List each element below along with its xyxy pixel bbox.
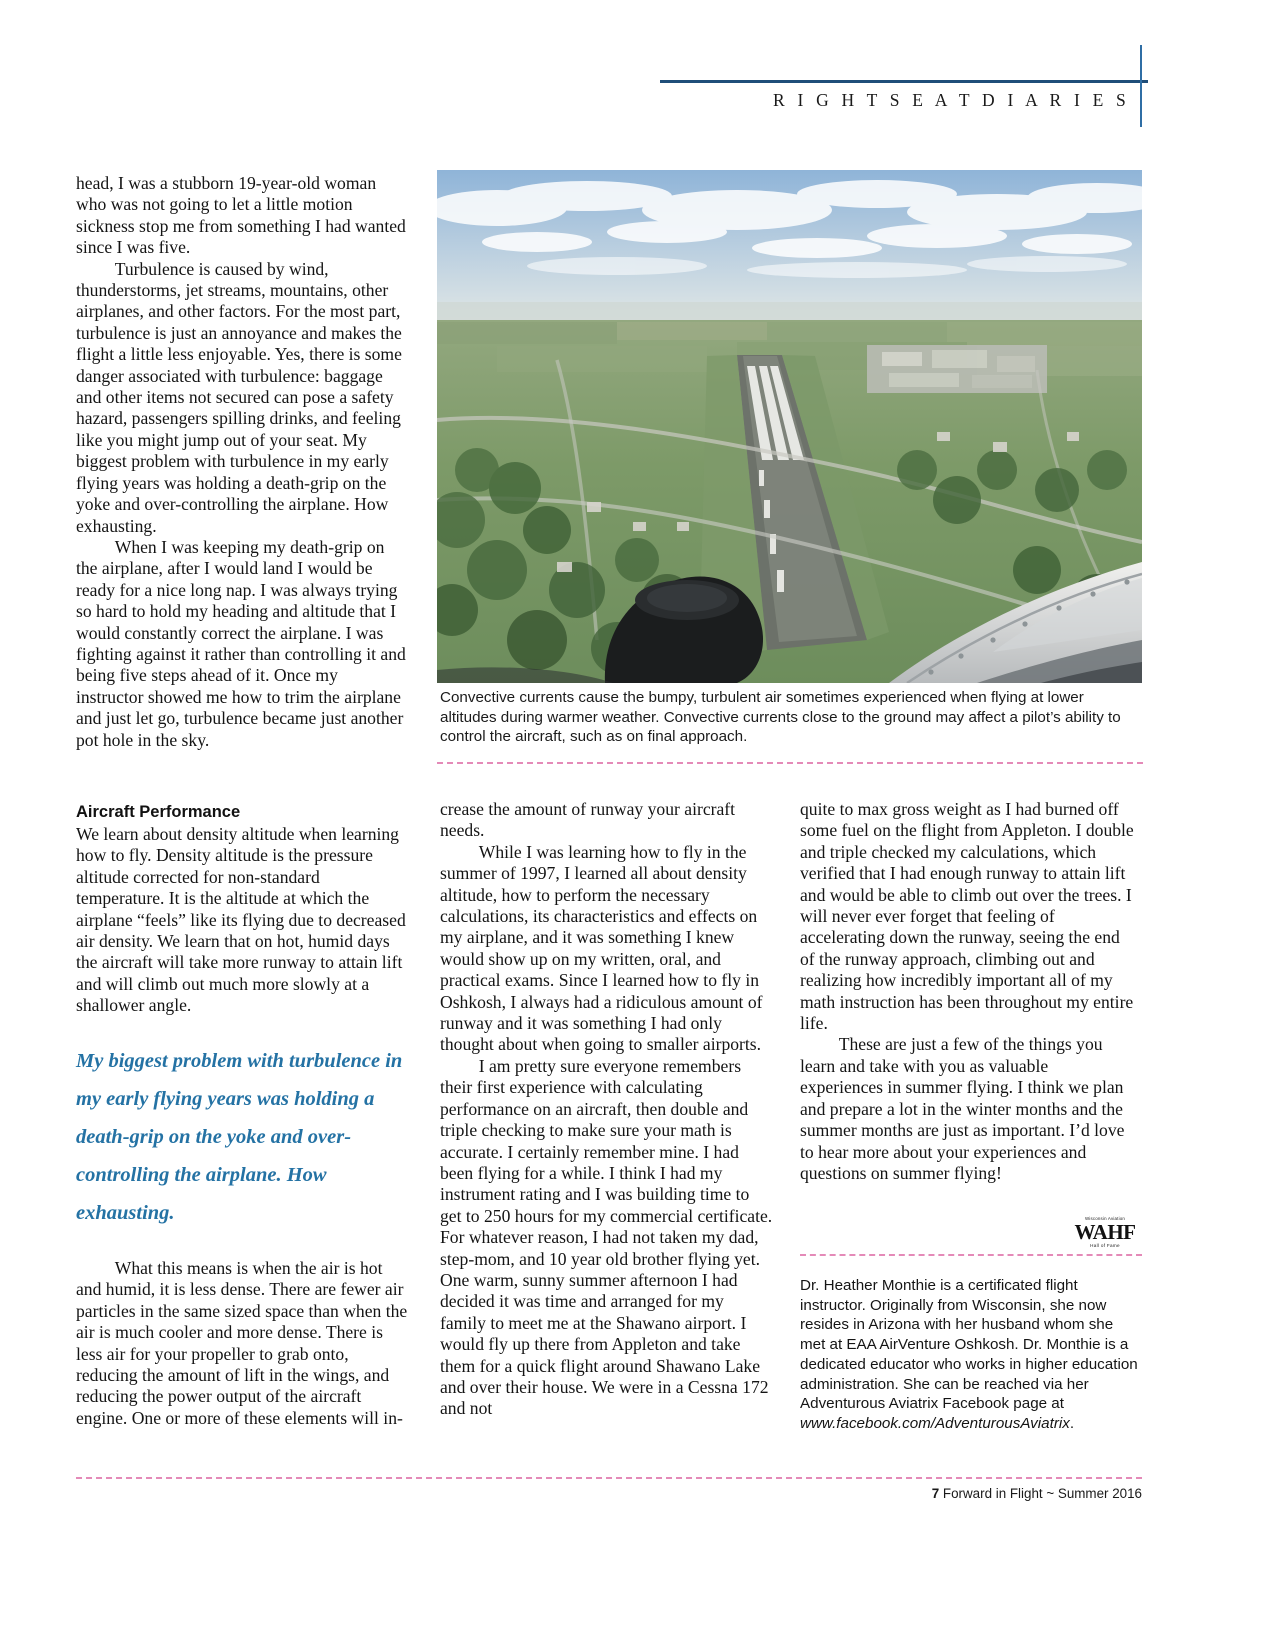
footer-divider — [76, 1477, 1142, 1479]
left-column-middle — [76, 802, 408, 1017]
running-head-vertical-rule — [1140, 45, 1142, 127]
left-column-bottom — [76, 1258, 408, 1429]
section-heading: Aircraft Performance — [76, 803, 241, 821]
paragraph: When I was keeping my death-grip on the airplane, after I would land I would be ready for a nice long nap. I was always trying so hard to hold my heading and altitude that I would constantly correct the airplane. I was fighting against it rather than controlling it and being five steps ahead of it. Once my instructor showed me how to trim the airplane and just let go, turbulence became just another pot hole in the sky. — [76, 536, 406, 750]
photo-caption: Convective currents cause the bumpy, turbulent air sometimes experienced when flying at lower altitudes during warmer weather. Convective currents close to the ground may affect a pilot’s ability to control the aircraft, such as on final approach. — [440, 689, 1121, 746]
page-footer — [742, 1486, 1142, 1501]
wahf-logo-wordmark: WAHF — [1074, 1220, 1136, 1244]
author-bio — [800, 1276, 1138, 1434]
paragraph: What this means is when the air is hot and humid, it is less dense. There are fewer air particles in the same sized space than when the air is much cooler and more dense. There is less air for your propeller to grab onto, reducing the amount of lift in the wings, and reducing the power output of the aircraft engine. One or more of these elements will in- — [76, 1258, 408, 1428]
paragraph: crease the amount of runway your aircraft needs. — [440, 799, 736, 841]
wahf-logo-top-line: Wisconsin Aviation — [1084, 1216, 1126, 1221]
article-photo — [437, 170, 1142, 683]
caption-divider — [437, 762, 1143, 764]
photo-illustration — [437, 170, 1142, 683]
page-number: 7 — [931, 1486, 940, 1501]
running-head-title: R I G H T S E A T D I A R I E S — [773, 90, 1130, 110]
author-bio-link[interactable]: www.facebook.com/AdventurousAviatrix — [800, 1414, 1070, 1432]
right-column — [800, 799, 1134, 1184]
paragraph: While I was learning how to fly in the summer of 1997, I learned all about density altitude, how to perform the necessary calculations, its characteristics and effects on my airplane, and it was something I knew would show up on my written, oral, and practical exams. Since I learned how to fly in Oshkosh, I always had a ridiculous amount of runway and it was something I had only thought about when going to smaller airports. — [440, 841, 763, 1055]
running-head-rule — [660, 80, 1148, 83]
paragraph: I am pretty sure everyone remembers their first experience with calculating performance on an aircraft, then double and triple checking to make sure your math is accurate. I certainly remember mine. I had been flying for a while. I think I had my instrument rating and I was building time to get to 250 hours for my commercial certificate. For whatever reason, I had not taken my dad, step-mom, and 10 year old brother flying yet. One warm, sunny summer afternoon I had decided it was time and arranged for my family to meet me at the Shawano airport. I would fly up there from Appleton and take them for a quick flight around Shawano Lake and over their house. We were in a Cessna 172 and not — [440, 1055, 773, 1419]
running-head — [660, 68, 1150, 148]
wahf-logo — [1067, 1216, 1143, 1252]
middle-column — [440, 799, 774, 1420]
author-bio-text: Dr. Heather Monthie is a certificated flight instructor. Originally from Wisconsin, she now resides in Arizona with her husband whom she met at EAA AirVenture Oshkosh. Dr. Monthie is a dedicated educator who works in higher education administration. She can be reached via her Adventurous Aviatrix Facebook page at — [800, 1277, 1138, 1413]
wahf-logo-bottom-line: Hall of Fame — [1090, 1243, 1120, 1248]
paragraph: These are just a few of the things you learn and take with you as valuable experiences in summer flying. I think we plan and prepare a lot in the winter months and the summer months are just as important. I’d love to hear more about your experiences and questions on summer flying! — [800, 1034, 1125, 1183]
paragraph: head, I was a stubborn 19-year-old woman who was not going to let a little motion sickness stop me from something I had wanted since I was five. — [76, 173, 406, 258]
paragraph: We learn about density altitude when learning how to fly. Density altitude is the pressure altitude corrected for non-standard temperature. It is the altitude at which the airplane “feels” like its flying due to decreased air density. We learn that on hot, humid days the aircraft will take more runway to attain lift and will climb out much more slowly at a shallower angle. — [76, 824, 406, 1016]
publication-name: Forward in Flight ~ Summer 2016 — [942, 1486, 1142, 1501]
bio-divider — [800, 1254, 1142, 1256]
paragraph: quite to max gross weight as I had burned off some fuel on the flight from Appleton. I double and triple checked my calculations, which verified that I had enough runway to attain lift and would be able to climb out over the trees. I will never ever forget that feeling of accelerating down the runway, seeing the end of the runway approach, climbing out and realizing how incredibly important all of my math instruction has been throughout my entire life. — [800, 799, 1134, 1034]
author-bio-text-end: . — [1069, 1414, 1075, 1432]
paragraph: Turbulence is caused by wind, thunderstorms, jet streams, mountains, other airplanes, and other factors. For the most part, turbulence is just an annoyance and makes the flight a little less enjoyable. Yes, there is some danger associated with turbulence: baggage and other items not secured can pose a safety hazard, passengers spilling drinks, and feeling like you might jump out of your seat. My biggest problem with turbulence in my early flying years was holding a death-grip on the yoke and over-controlling the airplane. How exhausting. — [76, 258, 402, 536]
pull-quote: My biggest problem with turbulence in my early flying years was holding a death-grip on the yoke and over-controlling the airplane. How exhausting. — [76, 1050, 403, 1224]
left-column-top — [76, 173, 408, 751]
